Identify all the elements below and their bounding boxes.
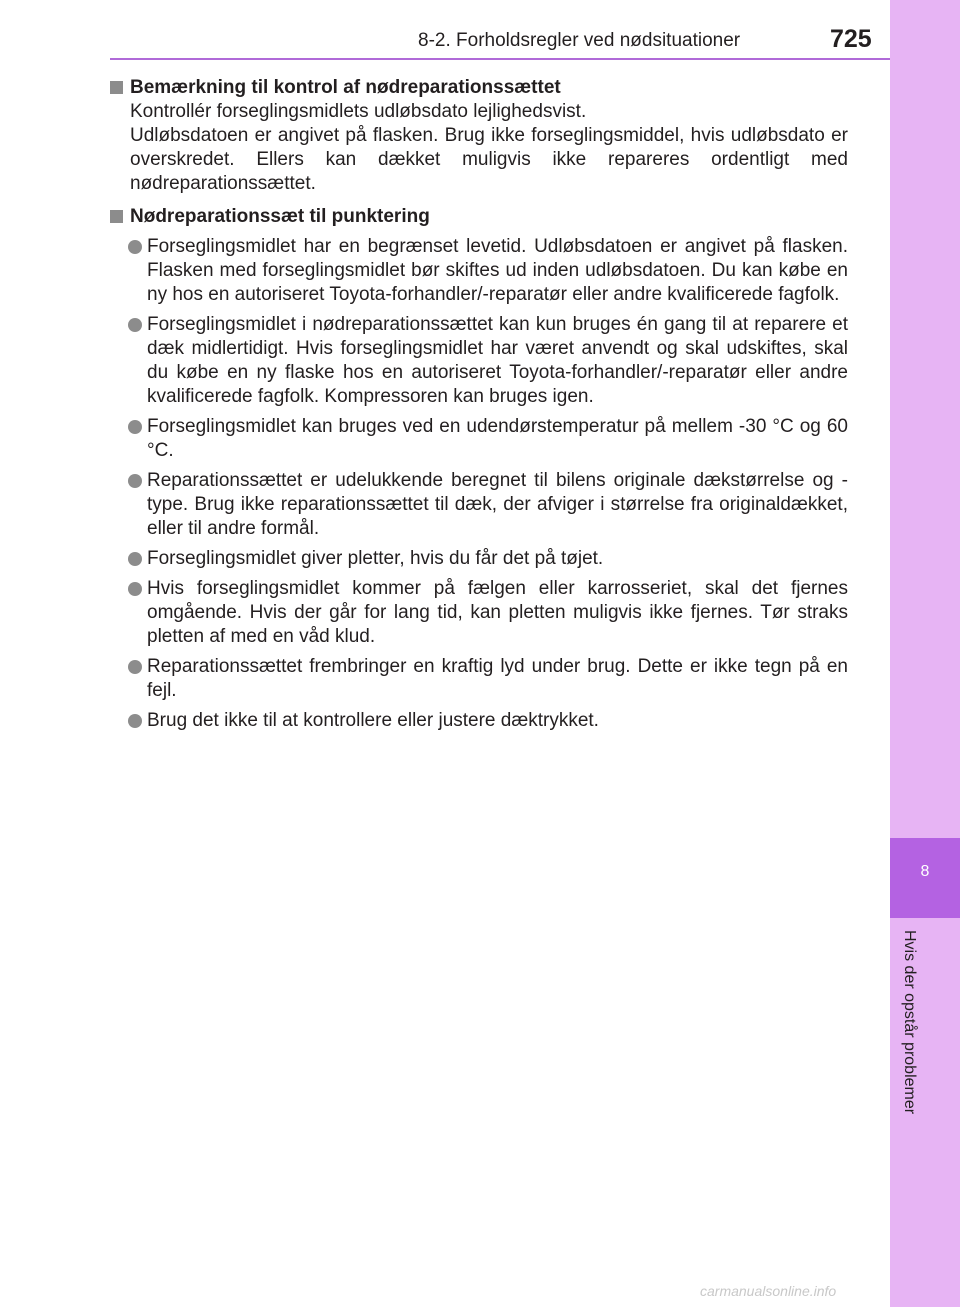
chapter-number: 8 [920, 863, 930, 880]
list-item [128, 547, 848, 571]
circle-bullet-icon [128, 660, 142, 674]
circle-bullet-icon [128, 474, 142, 488]
section-heading-text: Nødreparationssæt til punktering [130, 206, 430, 227]
list-item [128, 655, 848, 703]
header-divider [110, 58, 890, 60]
list-item-text: Reparationssættet frembringer en kraftig lyd under brug. Dette er ikke tegn på en fejl. [147, 656, 848, 701]
list-item [128, 469, 848, 541]
list-item [128, 235, 848, 307]
section-title: 8-2. Forholdsregler ved nødsituationer [418, 30, 741, 51]
list-item-text: Forseglingsmidlet i nødreparationssættet kan kun bruges én gang til at reparere et dæk midlertidigt. Hvis forseglingsmidlet har været anvendt og skal udskiftes, skal du købe en ny flaske hos en autoriseret Toyota-forhandler/-reparatør eller andre kvalificerede fagfolk. Kompressoren kan bruges igen. [147, 314, 848, 407]
list-item [128, 313, 848, 409]
paragraph: Udløbsdatoen er angivet på flasken. Brug ikke forseglingsmiddel, hvis udløbsdato er overskredet. Ellers kan dækket muligvis ikke repareres ordentligt med nødreparationssættet. [130, 125, 848, 194]
square-bullet-icon [110, 210, 123, 223]
list-item [128, 709, 848, 733]
list-item-text: Forseglingsmidlet kan bruges ved en udendørstemperatur på mellem -30 °C og 60 °C. [147, 416, 848, 461]
square-bullet-icon [110, 81, 123, 94]
circle-bullet-icon [128, 714, 142, 728]
circle-bullet-icon [128, 552, 142, 566]
list-item-text: Reparationssættet er udelukkende beregnet til bilens originale dækstørrelse og -type. Brug ikke reparationssættet til dæk, der afviger i størrelse fra originaldækket, eller til andre formål. [147, 470, 848, 539]
chapter-number-box [890, 838, 960, 918]
list-item-text: Hvis forseglingsmidlet kommer på fælgen eller karrosseriet, skal det fjernes omgående. Hvis der går for lang tid, kan pletten muligvis ikke fjernes. Tør straks pletten af med en våd klud. [147, 578, 848, 647]
list-item-text: Forseglingsmidlet giver pletter, hvis du får det på tøjet. [147, 548, 604, 569]
page-number: 725 [830, 25, 872, 53]
page-content [110, 76, 848, 742]
list-item-text: Forseglingsmidlet har en begrænset levetid. Udløbsdatoen er angivet på flasken. Flasken med forseglingsmidlet bør skiftes ud inden udløbsdatoen. Du kan købe en ny hos en autoriseret Toyota-forhandler/-reparatør eller andre kvalificerede fagfolk. [147, 236, 848, 305]
section-puncture-kit [110, 205, 848, 733]
paragraph: Kontrollér forseglingsmidlets udløbsdato lejlighedsvist. [130, 101, 587, 122]
section-heading [110, 76, 848, 100]
watermark: carmanualsonline.info [700, 1283, 837, 1299]
circle-bullet-icon [128, 318, 142, 332]
section-heading [110, 205, 848, 229]
circle-bullet-icon [128, 420, 142, 434]
chapter-title: Hvis der opstår problemer [901, 930, 918, 1115]
section-heading-text: Bemærkning til kontrol af nødreparationssættet [130, 77, 561, 98]
list-item [128, 415, 848, 463]
circle-bullet-icon [128, 240, 142, 254]
page-header [0, 0, 890, 62]
circle-bullet-icon [128, 582, 142, 596]
section-inspection-note [110, 76, 848, 196]
list-item [128, 577, 848, 649]
list-item-text: Brug det ikke til at kontrollere eller justere dæktrykket. [147, 710, 599, 731]
